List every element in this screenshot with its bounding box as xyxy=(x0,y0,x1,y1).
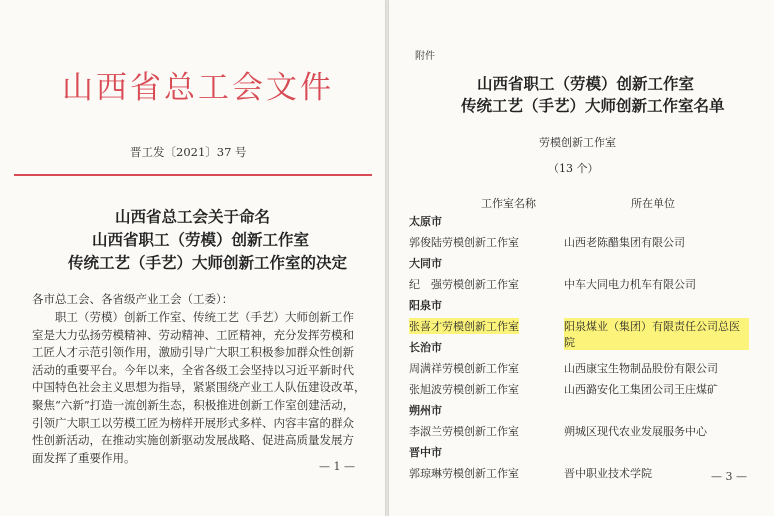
body-line: 性创新活动，在推动实施创新驱动发展战略、促进高质量发展方 xyxy=(32,433,354,448)
table-row xyxy=(409,420,749,441)
unit-name: 中车大同电力机车有限公司 xyxy=(564,278,696,291)
decision-title-line: 山西省职工（劳模）创新工作室 xyxy=(92,230,310,249)
document-header-title: 山西省总工会文件 xyxy=(62,70,334,106)
right-document-page xyxy=(389,0,774,516)
city-row xyxy=(409,294,749,315)
studio-name: 纪 强劳模创新工作室 xyxy=(409,278,519,291)
body-line: 聚焦“六新”打造一流创新生态，积极推进创新工作室创建活动， xyxy=(32,397,355,412)
city-name: 长治市 xyxy=(409,341,442,354)
column-header-studio: 工作室名称 xyxy=(481,197,536,210)
unit-name: 山西康宝生物制品股份有限公司 xyxy=(564,362,718,375)
table-row xyxy=(409,378,749,399)
table-row xyxy=(409,231,749,252)
studio-name: 张喜才劳模创新工作室 xyxy=(409,320,519,333)
attachment-label: 附件 xyxy=(415,51,435,62)
body-line: 室是大力弘扬劳模精神、劳动精神、工匠精神，充分发挥劳模和 xyxy=(32,327,354,342)
red-divider-line xyxy=(14,174,372,176)
page-number: — 3 — xyxy=(711,470,747,483)
body-line: 工匠人才示范引领作用，激励引导广大职工积极参加群众性创新 xyxy=(32,345,354,360)
city-row xyxy=(409,336,749,357)
studio-name: 张旭波劳模创新工作室 xyxy=(409,383,519,396)
list-title-line: 山西省职工（劳模）创新工作室 xyxy=(477,74,695,93)
body-line: 职工（劳模）创新工作室、传统工艺（手艺）大师创新工作 xyxy=(32,310,354,324)
studio-name: 周满祥劳模创新工作室 xyxy=(409,362,519,375)
studio-count: （13 个） xyxy=(548,162,599,175)
city-name: 太原市 xyxy=(409,215,442,228)
column-header-unit: 所在单位 xyxy=(631,197,675,210)
unit-name: 山西潞安化工集团公司王庄煤矿 xyxy=(564,383,718,396)
page-number: — 1 — xyxy=(319,460,355,473)
body-line: 中国特色社会主义思想为指导，紧紧围绕产业工人队伍建设改革， xyxy=(32,380,366,395)
body-line: 引领广大职工以劳模工匠为榜样开展形式多样、内容丰富的群众 xyxy=(32,415,354,430)
table-row xyxy=(409,357,749,378)
decision-title-line: 传统工艺（手艺）大师创新工作室的决定 xyxy=(68,253,348,272)
category-heading: 劳模创新工作室 xyxy=(539,136,616,149)
studio-name: 郭琼琳劳模创新工作室 xyxy=(409,467,519,480)
city-name: 阳泉市 xyxy=(409,299,442,312)
body-paragraph xyxy=(32,309,366,467)
unit-name: 山西老陈醋集团有限公司 xyxy=(564,236,685,249)
city-row xyxy=(409,252,749,273)
city-row xyxy=(409,399,749,420)
city-name: 朔州市 xyxy=(409,404,442,417)
city-name: 晋中市 xyxy=(409,446,442,459)
unit-name: 朔城区现代农业发展服务中心 xyxy=(564,425,707,438)
table-row xyxy=(409,273,749,294)
table-row xyxy=(409,462,749,483)
decision-title-line: 山西省总工会关于命名 xyxy=(115,207,271,226)
salutation: 各市总工会、各省级产业工会（工委）： xyxy=(32,292,234,306)
unit-name: 晋中职业技术学院 xyxy=(564,467,652,480)
unit-name: 阳泉煤业（集团）有限责任公司总医院 xyxy=(564,318,749,350)
list-title-line: 传统工艺（手艺）大师创新工作室名单 xyxy=(461,96,725,115)
left-document-page xyxy=(0,0,385,516)
city-row xyxy=(409,210,749,231)
studio-name: 郭俊陆劳模创新工作室 xyxy=(409,236,519,249)
studio-name: 李淑兰劳模创新工作室 xyxy=(409,425,519,438)
city-row xyxy=(409,441,749,462)
body-line: 活动的重要平台。今年以来，全省各级工会坚持以习近平新时代 xyxy=(32,362,354,377)
document-number: 晋工发〔2021〕37 号 xyxy=(130,145,247,159)
city-name: 大同市 xyxy=(409,257,442,270)
body-line: 面发挥了重要作用。 xyxy=(32,450,136,465)
